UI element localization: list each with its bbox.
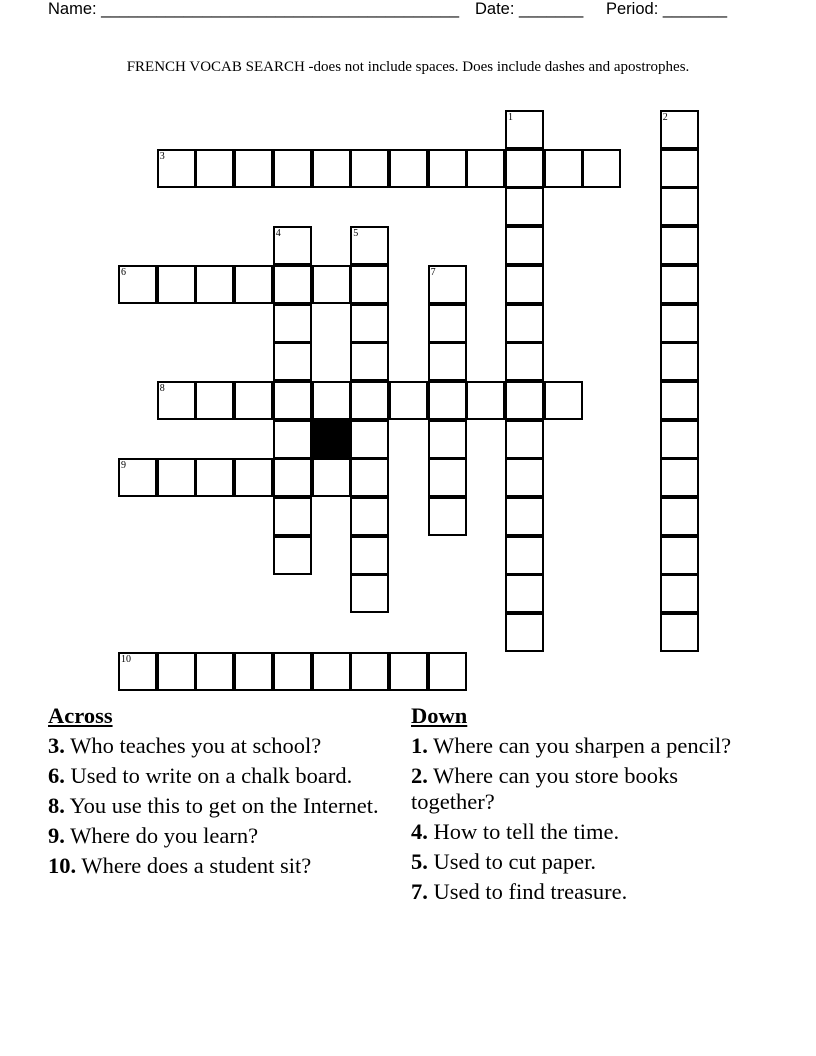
grid-cell[interactable] xyxy=(544,381,583,420)
down-clue-2: 2. Where can you store books together? xyxy=(411,763,679,814)
grid-cell[interactable] xyxy=(350,497,389,536)
clue-number-10: 10 xyxy=(121,653,131,665)
across-clue-10: 10. Where does a student sit? xyxy=(48,853,312,878)
grid-cell[interactable] xyxy=(466,381,505,420)
grid-cell[interactable] xyxy=(312,652,351,691)
grid-cell[interactable] xyxy=(195,652,234,691)
grid-cell[interactable] xyxy=(505,342,544,381)
grid-cell[interactable] xyxy=(660,265,699,304)
grid-cell[interactable] xyxy=(118,265,157,304)
grid-cell[interactable] xyxy=(350,381,389,420)
across-clue-8: 8. You use this to get on the Internet. xyxy=(48,793,379,818)
clue-number-2: 2 xyxy=(662,112,668,123)
grid-cell[interactable] xyxy=(234,381,273,420)
grid-cell[interactable] xyxy=(118,458,157,497)
grid-cell[interactable] xyxy=(389,149,428,188)
grid-cell[interactable] xyxy=(544,149,583,188)
grid-cell[interactable] xyxy=(350,304,389,343)
grid-cell[interactable] xyxy=(273,536,312,575)
grid-cell[interactable] xyxy=(234,458,273,497)
down-clues xyxy=(411,703,741,909)
grid-cell[interactable] xyxy=(273,497,312,536)
grid-cell[interactable] xyxy=(273,265,312,304)
down-clue-4: 4. How to tell the time. xyxy=(411,819,620,844)
grid-cell[interactable] xyxy=(428,342,467,381)
grid-cell[interactable] xyxy=(234,265,273,304)
grid-cell[interactable] xyxy=(428,149,467,188)
grid-cell[interactable] xyxy=(273,149,312,188)
across-clue-6: 6. Used to write on a chalk board. xyxy=(48,763,353,788)
grid-cell[interactable] xyxy=(660,613,699,652)
grid-cell[interactable] xyxy=(505,149,544,188)
grid-cell[interactable] xyxy=(660,458,699,497)
puzzle-instructions: FRENCH VOCAB SEARCH -does not include spaces. Does include dashes and apostrophes. xyxy=(126,59,690,75)
grid-cell[interactable] xyxy=(273,420,312,459)
grid-cell[interactable] xyxy=(157,149,196,188)
clue-number-6: 6 xyxy=(121,266,126,278)
grid-cell[interactable] xyxy=(660,149,699,188)
grid-cell[interactable] xyxy=(312,265,351,304)
grid-cell[interactable] xyxy=(505,497,544,536)
clue-number-3: 3 xyxy=(159,150,165,162)
grid-cell[interactable] xyxy=(350,574,389,613)
grid-cell[interactable] xyxy=(350,226,389,265)
grid-cell[interactable] xyxy=(350,536,389,575)
clue-number-7: 7 xyxy=(430,266,436,278)
grid-cell[interactable] xyxy=(312,458,351,497)
grid-cell[interactable] xyxy=(505,381,544,420)
grid-cell[interactable] xyxy=(428,304,467,343)
grid-cell[interactable] xyxy=(660,420,699,459)
grid-cell[interactable] xyxy=(350,265,389,304)
across-clue-9: 9. Where do you learn? xyxy=(48,823,259,848)
grid-cell[interactable] xyxy=(273,226,312,265)
grid-cell[interactable] xyxy=(660,110,699,149)
down-clue-1: 1. Where can you sharpen a pencil? xyxy=(411,733,732,758)
grid-cell[interactable] xyxy=(273,304,312,343)
grid-cell[interactable] xyxy=(350,458,389,497)
grid-cell[interactable] xyxy=(466,149,505,188)
grid-cell[interactable] xyxy=(505,458,544,497)
across-clues xyxy=(48,703,388,883)
grid-cell[interactable] xyxy=(428,420,467,459)
grid-cell[interactable] xyxy=(505,536,544,575)
grid-cell[interactable] xyxy=(660,342,699,381)
period-field[interactable]: Period: _______ xyxy=(606,0,728,18)
grid-cell[interactable] xyxy=(505,613,544,652)
grid-cell[interactable] xyxy=(389,652,428,691)
grid-cell[interactable] xyxy=(195,265,234,304)
grid-cell[interactable] xyxy=(234,149,273,188)
grid-cell[interactable] xyxy=(273,342,312,381)
grid-cell[interactable] xyxy=(428,652,467,691)
grid-cell[interactable] xyxy=(389,381,428,420)
grid-cell[interactable] xyxy=(195,381,234,420)
grid-cell[interactable] xyxy=(428,497,467,536)
down-clue-7: 7. Used to find treasure. xyxy=(411,879,628,904)
clue-number-4: 4 xyxy=(275,228,281,240)
grid-cell[interactable] xyxy=(660,536,699,575)
grid-cell[interactable] xyxy=(118,652,157,691)
grid-cell[interactable] xyxy=(660,497,699,536)
grid-cell[interactable] xyxy=(157,652,196,691)
grid-cell[interactable] xyxy=(350,652,389,691)
down-heading: Down xyxy=(411,703,468,728)
grid-cell[interactable] xyxy=(157,265,196,304)
clue-number-8: 8 xyxy=(159,382,165,394)
grid-cell[interactable] xyxy=(350,342,389,381)
name-field[interactable]: Name: _______________________________________ xyxy=(48,0,460,18)
filled-grid-cell xyxy=(312,420,351,459)
date-field[interactable]: Date: _______ xyxy=(475,0,584,18)
across-heading: Across xyxy=(48,703,113,728)
grid-cell[interactable] xyxy=(350,420,389,459)
grid-cell[interactable] xyxy=(505,574,544,613)
grid-cell[interactable] xyxy=(312,381,351,420)
grid-cell[interactable] xyxy=(234,652,273,691)
grid-cell[interactable] xyxy=(428,381,467,420)
grid-cell[interactable] xyxy=(157,381,196,420)
clue-number-9: 9 xyxy=(121,460,126,472)
grid-cell[interactable] xyxy=(505,265,544,304)
grid-cell[interactable] xyxy=(195,149,234,188)
grid-cell[interactable] xyxy=(195,458,234,497)
grid-cell[interactable] xyxy=(273,381,312,420)
grid-cell[interactable] xyxy=(660,574,699,613)
grid-cell[interactable] xyxy=(660,187,699,226)
grid-cell[interactable] xyxy=(660,226,699,265)
grid-cell[interactable] xyxy=(660,304,699,343)
grid-cell[interactable] xyxy=(505,110,544,149)
clue-number-5: 5 xyxy=(353,228,359,240)
down-clue-5: 5. Used to cut paper. xyxy=(411,849,596,874)
grid-cell[interactable] xyxy=(157,458,196,497)
clue-number-1: 1 xyxy=(508,112,513,123)
grid-cell[interactable] xyxy=(273,652,312,691)
grid-cell[interactable] xyxy=(582,149,621,188)
across-clue-3: 3. Who teaches you at school? xyxy=(48,733,322,758)
grid-cell[interactable] xyxy=(312,149,351,188)
grid-cell[interactable] xyxy=(505,226,544,265)
grid-cell[interactable] xyxy=(505,420,544,459)
grid-cell[interactable] xyxy=(273,458,312,497)
grid-cell[interactable] xyxy=(505,304,544,343)
grid-cell[interactable] xyxy=(428,458,467,497)
grid-cell[interactable] xyxy=(350,149,389,188)
grid-cell[interactable] xyxy=(505,187,544,226)
grid-cell[interactable] xyxy=(428,265,467,304)
grid-cell[interactable] xyxy=(660,381,699,420)
